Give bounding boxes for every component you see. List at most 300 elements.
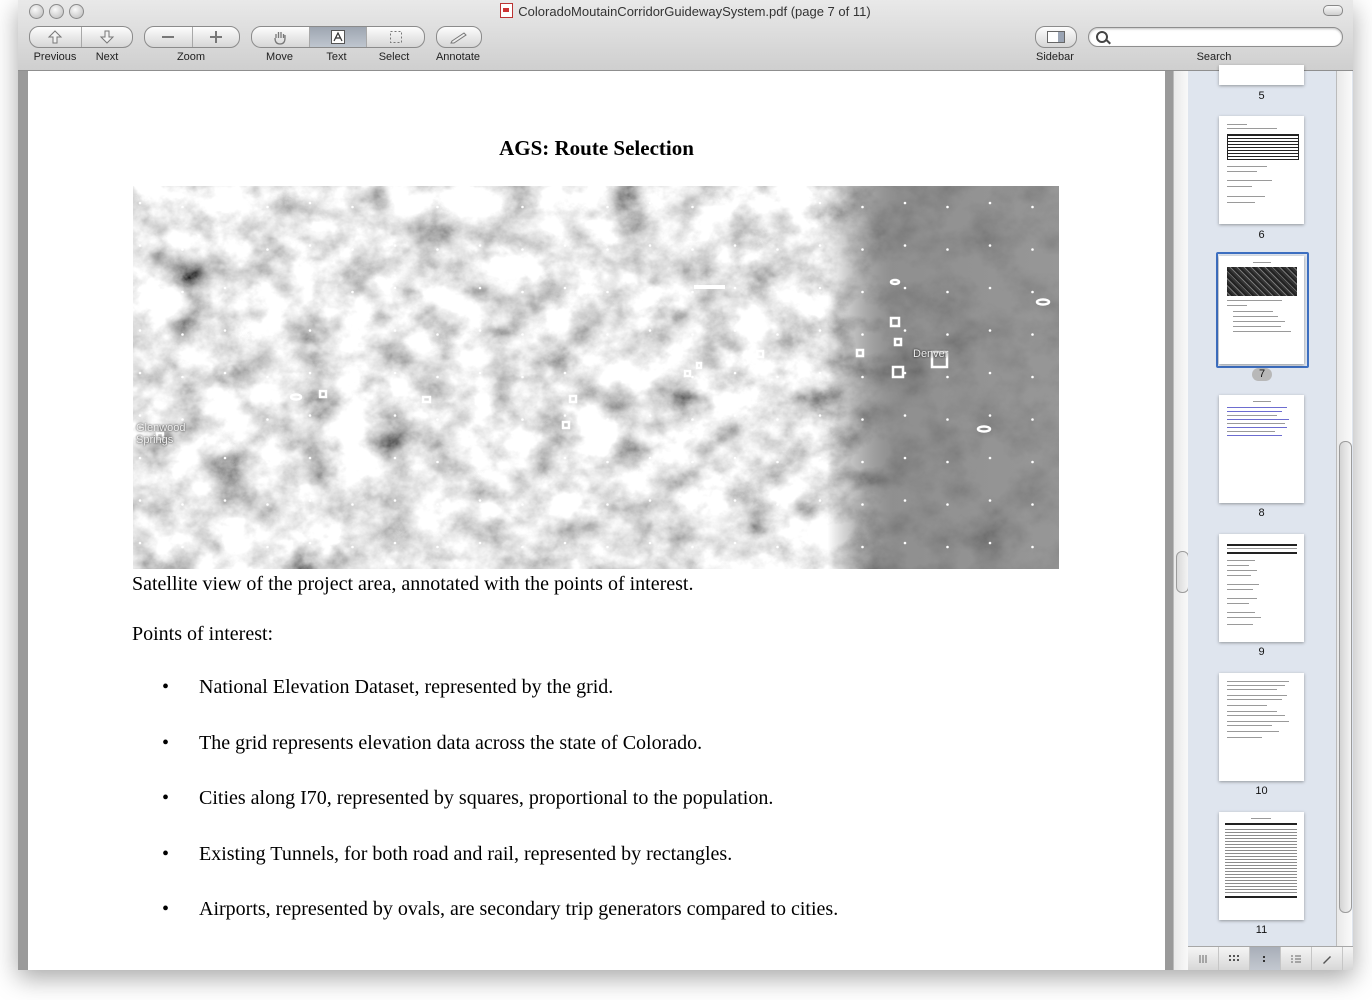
- previous-button[interactable]: [30, 27, 81, 47]
- magnifier-icon: [1096, 31, 1108, 43]
- text-line: [1233, 321, 1285, 322]
- points-of-interest-list: [162, 676, 838, 954]
- rule-line: [1225, 823, 1297, 825]
- zoom-out-button[interactable]: [145, 27, 192, 47]
- grid-point: [904, 202, 907, 205]
- grid-point: [266, 503, 269, 506]
- grid-point: [224, 329, 227, 332]
- select-label: Select: [378, 51, 410, 63]
- grid-point: [1031, 333, 1034, 336]
- grid-point: [904, 287, 907, 290]
- grid-point: [309, 542, 312, 545]
- zoom-label: Zoom: [176, 51, 206, 63]
- image-caption: Satellite view of the project area, annotated with the points of interest.: [132, 573, 694, 595]
- text-tool-button[interactable]: [309, 27, 367, 47]
- text-line: [1227, 681, 1289, 682]
- thumbnail-sidebar: [1188, 71, 1353, 946]
- minus-icon: [161, 30, 175, 44]
- grid-point: [861, 333, 864, 336]
- grid-point: [776, 461, 779, 464]
- grid-point: [606, 376, 609, 379]
- grid-point: [266, 418, 269, 421]
- grid-point: [224, 244, 227, 247]
- grid-point: [224, 202, 227, 205]
- grid-point: [904, 499, 907, 502]
- list-item: • National Elevation Dataset, represented by the grid.: [162, 676, 838, 732]
- text-line: [1227, 685, 1285, 686]
- page-heading: AGS: Route Selection: [499, 136, 694, 160]
- grid-point: [861, 418, 864, 421]
- grid-point: [691, 206, 694, 209]
- grid-point: [904, 414, 907, 417]
- grid-point: [989, 542, 992, 545]
- sidebar-button-face: [1036, 27, 1076, 47]
- grid-point: [521, 333, 524, 336]
- text-line: [1233, 311, 1273, 312]
- grid-point: [351, 546, 354, 549]
- grid-point: [139, 202, 142, 205]
- text-line: [1227, 560, 1255, 561]
- sidebar-toggle-button[interactable]: [1035, 26, 1077, 48]
- grid-point: [946, 376, 949, 379]
- grid-point: [266, 291, 269, 294]
- page-thumbnail-11[interactable]: [1219, 812, 1304, 920]
- preview-window: [18, 0, 1353, 970]
- grid-point: [351, 291, 354, 294]
- grid-point: [649, 457, 652, 460]
- grid-point: [989, 287, 992, 290]
- grid-point: [309, 372, 312, 375]
- toolbar-toggle-button[interactable]: [1323, 5, 1343, 16]
- text-line: [1227, 725, 1272, 726]
- grid-point: [734, 457, 737, 460]
- grid-point: [989, 329, 992, 332]
- grid-point: [776, 376, 779, 379]
- link-line: [1227, 435, 1282, 436]
- grid-point: [946, 546, 949, 549]
- grid-point: [946, 206, 949, 209]
- grid-point: [479, 499, 482, 502]
- pdf-page: [28, 71, 1165, 970]
- grid-point: [819, 372, 822, 375]
- grid-point: [564, 542, 567, 545]
- text-line: [1227, 166, 1267, 167]
- text-line: [1227, 721, 1289, 722]
- grid-point: [649, 414, 652, 417]
- page-thumbnail-6[interactable]: [1219, 116, 1304, 224]
- tool-mode-control: [251, 26, 425, 48]
- page-thumbnail-9[interactable]: [1219, 534, 1304, 642]
- search-label: Search: [1196, 51, 1232, 63]
- tunnel-rectangle: [694, 285, 725, 289]
- grid-point: [904, 244, 907, 247]
- grid-point: [734, 202, 737, 205]
- grid-point: [691, 291, 694, 294]
- grid-point: [139, 414, 142, 417]
- grid-point: [649, 542, 652, 545]
- grid-point: [904, 457, 907, 460]
- hand-icon: [272, 29, 288, 45]
- grid-point: [989, 457, 992, 460]
- grid-point: [1031, 503, 1034, 506]
- grid-point: [394, 372, 397, 375]
- text-line: [1227, 300, 1282, 301]
- grid-point: [861, 503, 864, 506]
- select-tool-button[interactable]: [366, 27, 424, 47]
- grid-point: [521, 461, 524, 464]
- link-line: [1227, 407, 1287, 408]
- grid-point: [564, 202, 567, 205]
- plus-icon: [209, 30, 223, 44]
- vertical-lines-icon: [1198, 954, 1208, 964]
- grid-point: [139, 287, 142, 290]
- grid-point: [861, 546, 864, 549]
- text-line: [1227, 705, 1267, 706]
- move-label: Move: [266, 51, 293, 63]
- grid-point: [266, 546, 269, 549]
- text-line: [1253, 401, 1271, 402]
- points-of-interest-heading: Points of interest:: [132, 623, 274, 645]
- search-input[interactable]: [1088, 27, 1343, 47]
- text-line: [1227, 598, 1257, 599]
- grid-point: [1031, 206, 1034, 209]
- grid-point: [309, 457, 312, 460]
- grid-point: [436, 546, 439, 549]
- grid-point: [394, 542, 397, 545]
- text-line: [1227, 196, 1265, 197]
- text-line: [1227, 180, 1272, 181]
- grid-point: [266, 461, 269, 464]
- grid-point: [436, 333, 439, 336]
- grid-point: [181, 418, 184, 421]
- grid-point: [309, 329, 312, 332]
- text-line: [1227, 124, 1247, 125]
- text-line: [1227, 589, 1253, 590]
- sidebar-scrollbar[interactable]: [1336, 71, 1352, 946]
- annotations-view-button[interactable]: [1312, 947, 1343, 970]
- table-of-contents-view-button[interactable]: [1281, 947, 1312, 970]
- pdf-file-icon: [500, 3, 513, 18]
- page-thumbnail-7[interactable]: [1219, 256, 1304, 364]
- grid-point: [649, 329, 652, 332]
- grid-point: [649, 372, 652, 375]
- grid-point: [649, 244, 652, 247]
- text-line: [1227, 171, 1257, 172]
- grid-point: [479, 202, 482, 205]
- grid-point: [224, 287, 227, 290]
- grid-point: [861, 291, 864, 294]
- grid-point: [691, 418, 694, 421]
- grid-point: [861, 248, 864, 251]
- grid-point: [606, 503, 609, 506]
- grid-point: [309, 202, 312, 205]
- grid-point: [989, 202, 992, 205]
- grid-point: [606, 546, 609, 549]
- annotate-label: Annotate: [435, 51, 481, 63]
- grid-point: [819, 244, 822, 247]
- grid-point: [819, 542, 822, 545]
- text-line: [1227, 617, 1261, 618]
- grid-point: [479, 329, 482, 332]
- grid-point: [1031, 376, 1034, 379]
- grid-point: [564, 329, 567, 332]
- grid-point: [691, 546, 694, 549]
- grid-point: [734, 499, 737, 502]
- grid-point: [436, 248, 439, 251]
- current-page-badge: 7: [1252, 368, 1272, 381]
- grid-point: [139, 457, 142, 460]
- grid-point: [564, 414, 567, 417]
- next-button[interactable]: [81, 27, 133, 47]
- rule-line: [1227, 552, 1297, 554]
- text-line: [1227, 186, 1252, 187]
- move-tool-button[interactable]: [252, 27, 309, 47]
- rule-line: [1225, 896, 1297, 898]
- up-arrow-icon: [47, 29, 63, 45]
- grid-point: [691, 503, 694, 506]
- zoom-in-button[interactable]: [192, 27, 240, 47]
- grid-point: [691, 333, 694, 336]
- grid-point: [479, 414, 482, 417]
- grid-point: [649, 287, 652, 290]
- grid-point: [436, 418, 439, 421]
- text-line: [1227, 737, 1262, 738]
- grid-point: [691, 461, 694, 464]
- grid-point: [861, 206, 864, 209]
- sidebar-icon: [1047, 31, 1065, 43]
- grid-point: [904, 329, 907, 332]
- grid-point: [479, 542, 482, 545]
- grid-point: [989, 244, 992, 247]
- grid-point: [989, 414, 992, 417]
- previous-label: Previous: [33, 51, 77, 63]
- grid-point: [479, 372, 482, 375]
- text-line: [1227, 711, 1277, 712]
- left-gutter: [18, 71, 28, 970]
- document-scrollbar[interactable]: [1173, 71, 1189, 970]
- page-number-10: 10: [1255, 785, 1268, 797]
- text-line: [1227, 699, 1282, 700]
- grid-point: [606, 333, 609, 336]
- right-gutter: [1165, 71, 1173, 970]
- grid-point: [606, 418, 609, 421]
- grid-point: [394, 414, 397, 417]
- grid-point: [351, 248, 354, 251]
- text-line: [1227, 584, 1259, 585]
- grid-point: [776, 248, 779, 251]
- list-item: • Existing Tunnels, for both road and rail, represented by rectangles.: [162, 843, 838, 899]
- page-nav-control: [29, 26, 133, 48]
- zoom-control: [144, 26, 240, 48]
- pencil-icon: [449, 30, 469, 44]
- grid-point: [1031, 291, 1034, 294]
- grid-point: [224, 542, 227, 545]
- grid-point: [351, 461, 354, 464]
- grid-point: [776, 291, 779, 294]
- text-line: [1227, 603, 1249, 604]
- list-item: • Cities along I70, represented by squares, proportional to the population.: [162, 787, 838, 843]
- grid-point: [564, 457, 567, 460]
- text-line: [1227, 565, 1249, 566]
- text-line: [1227, 731, 1279, 732]
- grid-point: [181, 333, 184, 336]
- grid-point: [139, 542, 142, 545]
- text-line: [1227, 128, 1277, 129]
- grid-point: [946, 461, 949, 464]
- grid-point: [266, 248, 269, 251]
- rule-line: [1227, 544, 1297, 546]
- grid-point: [1031, 418, 1034, 421]
- grid-point: [564, 244, 567, 247]
- grid-point: [309, 244, 312, 247]
- grid-point: [479, 287, 482, 290]
- grid-point: [946, 418, 949, 421]
- grid-point: [521, 546, 524, 549]
- grid-point: [521, 503, 524, 506]
- grid-point: [734, 287, 737, 290]
- grid-point: [521, 248, 524, 251]
- text-line: [1227, 431, 1275, 432]
- grid-point: [436, 376, 439, 379]
- text-line: [1227, 715, 1285, 716]
- grid-point: [139, 499, 142, 502]
- satellite-map: [133, 186, 1059, 569]
- grid-point: [691, 376, 694, 379]
- text-cursor-icon: [331, 30, 345, 44]
- grid-point: [394, 457, 397, 460]
- grid-point: [521, 206, 524, 209]
- grid-point: [394, 499, 397, 502]
- satellite-map-image: [133, 186, 1059, 569]
- page-thumbnail-10[interactable]: [1219, 673, 1304, 781]
- grid-point: [819, 457, 822, 460]
- list-item: • Airports, represented by ovals, are secondary trip generators compared to cities.: [162, 898, 838, 954]
- grid-point: [904, 542, 907, 545]
- grid-point: [989, 499, 992, 502]
- grid-point: [734, 244, 737, 247]
- resize-handle[interactable]: [1188, 947, 1219, 970]
- list-icon: [1290, 954, 1302, 964]
- grid-point: [479, 457, 482, 460]
- grid-point: [946, 503, 949, 506]
- grid-point: [946, 333, 949, 336]
- grid-point: [266, 376, 269, 379]
- text-label: Text: [326, 51, 347, 63]
- contact-sheet-view-button[interactable]: [1219, 947, 1250, 970]
- grid-point: [734, 542, 737, 545]
- grid-point: [224, 499, 227, 502]
- page-number-5: 5: [1258, 90, 1265, 102]
- page-number-6: 6: [1258, 229, 1265, 241]
- grid-point: [819, 202, 822, 205]
- grid-point: [606, 461, 609, 464]
- grid-point: [181, 248, 184, 251]
- text-line: [1227, 612, 1255, 613]
- grid-point: [606, 248, 609, 251]
- grid-point: [734, 329, 737, 332]
- grid-point: [819, 287, 822, 290]
- sidebar-label: Sidebar: [1036, 51, 1074, 63]
- grid-point: [776, 503, 779, 506]
- annotate-button[interactable]: [436, 26, 482, 48]
- grid-point: [946, 248, 949, 251]
- grid-point: [946, 291, 949, 294]
- text-line: [1227, 689, 1277, 690]
- grid-point: [776, 546, 779, 549]
- grid-point: [351, 503, 354, 506]
- grid-point: [1031, 461, 1034, 464]
- grid-point: [224, 372, 227, 375]
- grid-point: [861, 376, 864, 379]
- text-line: [1251, 818, 1271, 819]
- page-thumbnail-8[interactable]: [1219, 395, 1304, 503]
- text-line: [1227, 624, 1253, 625]
- grid-point: [564, 499, 567, 502]
- link-line: [1227, 427, 1287, 428]
- text-line: [1227, 202, 1255, 203]
- text-line: [1227, 570, 1257, 571]
- grid-point: [776, 206, 779, 209]
- text-line: [1253, 262, 1271, 263]
- grid-point: [181, 291, 184, 294]
- down-arrow-icon: [99, 29, 115, 45]
- grid-point: [1031, 546, 1034, 549]
- grid-point: [776, 333, 779, 336]
- grid-point: [649, 499, 652, 502]
- grid-point: [436, 503, 439, 506]
- grid-point: [139, 329, 142, 332]
- text-line: [1227, 575, 1251, 576]
- single-thumbnail-icon: [1261, 954, 1269, 964]
- grid-point: [351, 376, 354, 379]
- grid-point: [394, 244, 397, 247]
- grid-point: [351, 333, 354, 336]
- grid-point: [606, 291, 609, 294]
- sidebar-scroll-thumb[interactable]: [1339, 441, 1352, 913]
- grid-point: [691, 248, 694, 251]
- grid-point: [734, 372, 737, 375]
- grid-point: [564, 287, 567, 290]
- grid-point: [181, 461, 184, 464]
- page-number-9: 9: [1258, 646, 1265, 658]
- thumbnails-view-button[interactable]: [1250, 947, 1281, 970]
- page-thumbnail-5[interactable]: [1219, 65, 1304, 85]
- text-line: [1233, 316, 1278, 317]
- grid-point: [776, 418, 779, 421]
- grid-point: [224, 457, 227, 460]
- grid-point: [564, 372, 567, 375]
- grid-point: [861, 461, 864, 464]
- grid-point: [606, 206, 609, 209]
- grid-point: [309, 287, 312, 290]
- grid-point: [309, 414, 312, 417]
- annotate-button-face: [437, 27, 481, 47]
- text-line: [1227, 415, 1277, 416]
- table-thumbnail: [1227, 134, 1299, 160]
- page-number-11: 11: [1255, 924, 1268, 936]
- grid-point: [989, 372, 992, 375]
- text-line: [1227, 548, 1297, 549]
- text-line: [1227, 305, 1247, 306]
- grid-point: [436, 291, 439, 294]
- grid-point: [181, 376, 184, 379]
- table-thumbnail: [1225, 827, 1297, 893]
- toolbar: [18, 0, 1353, 71]
- text-line: [1227, 423, 1285, 424]
- page-number-8: 8: [1258, 507, 1265, 519]
- grid-point: [819, 414, 822, 417]
- grid-point: [224, 414, 227, 417]
